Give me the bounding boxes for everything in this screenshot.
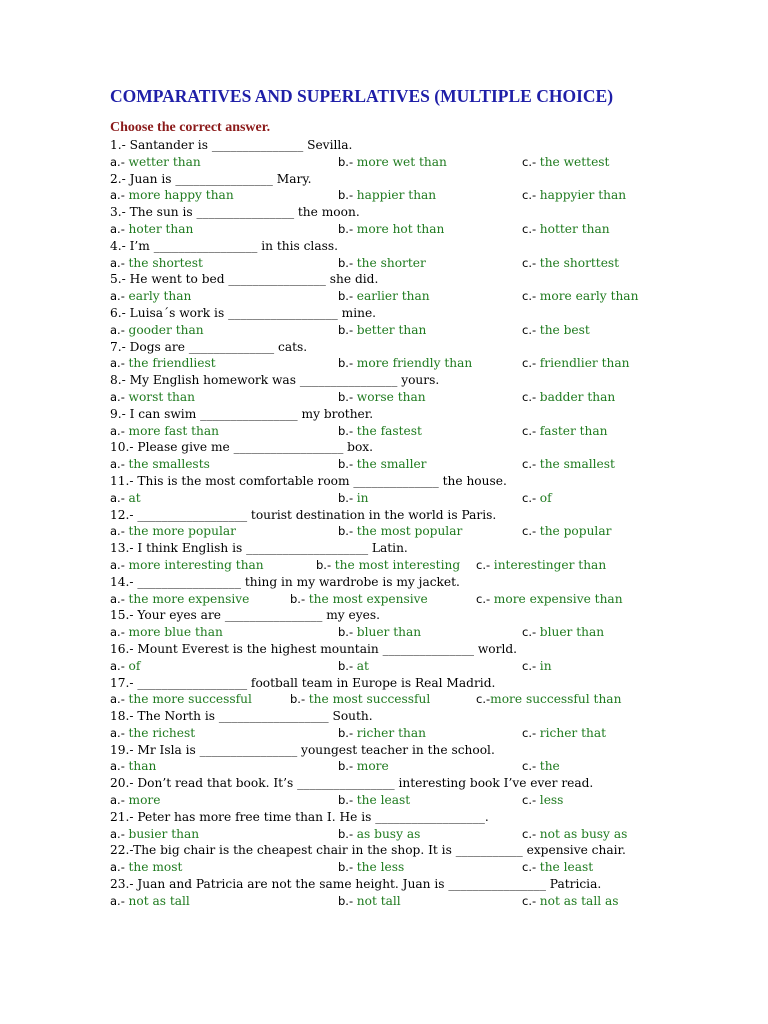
option-letter: a.- (110, 625, 129, 640)
option-c[interactable] (522, 859, 593, 876)
option-b[interactable] (338, 255, 426, 272)
option-letter: b.- (338, 457, 357, 472)
option-text: than (128, 759, 157, 774)
option-c[interactable] (476, 557, 606, 574)
option-text: better than (356, 322, 427, 337)
option-text: the most successful (308, 692, 431, 707)
option-letter: b.- (338, 759, 357, 774)
option-text: in (356, 490, 369, 505)
option-b[interactable] (338, 355, 472, 372)
question-text: 4.- I’m _________________ in this class. (110, 238, 338, 253)
answer-options (110, 490, 750, 507)
question-item (110, 574, 750, 608)
option-a[interactable] (110, 826, 199, 843)
option-a[interactable] (110, 658, 140, 675)
instruction-text: Choose the correct answer. (110, 120, 271, 135)
option-text: more wet than (356, 154, 447, 169)
answer-options (110, 792, 750, 809)
option-letter: a.- (110, 490, 129, 505)
option-c[interactable] (522, 187, 626, 204)
question-text: 16.- Mount Everest is the highest mountain _______________ world. (110, 641, 518, 656)
option-letter: a.- (110, 826, 129, 841)
option-text: more happy than (128, 188, 234, 203)
question-item (110, 842, 750, 876)
answer-options (110, 456, 750, 473)
question-item (110, 708, 750, 742)
option-letter: b.- (338, 389, 357, 404)
option-letter: a.- (110, 356, 129, 371)
question-text: 21.- Peter has more free time than I. He is __________________. (110, 809, 489, 824)
option-b[interactable] (338, 288, 430, 305)
option-text: at (128, 490, 141, 505)
answer-options (110, 624, 750, 641)
question-item (110, 372, 750, 406)
option-letter: a.- (110, 221, 129, 236)
option-letter: c.- (522, 356, 540, 371)
question-text: 17.- __________________ football team in Europe is Real Madrid. (110, 675, 496, 690)
answer-options (110, 893, 750, 910)
option-c[interactable] (522, 658, 552, 675)
option-c[interactable] (522, 288, 638, 305)
option-b[interactable] (338, 725, 426, 742)
option-letter: a.- (110, 557, 129, 572)
option-b[interactable] (338, 154, 447, 171)
question-item (110, 305, 750, 339)
question-text: 6.- Luisa´s work is __________________ mine. (110, 305, 377, 320)
option-b[interactable] (338, 758, 389, 775)
option-letter: a.- (110, 322, 129, 337)
option-letter: a.- (110, 725, 129, 740)
option-text: richer than (356, 725, 426, 740)
option-a[interactable] (110, 691, 252, 708)
question-item (110, 473, 750, 507)
question-text: 5.- He went to bed ________________ she did. (110, 272, 379, 287)
question-list (110, 137, 750, 910)
option-text: more hot than (356, 221, 445, 236)
option-a[interactable] (110, 591, 249, 608)
option-c[interactable] (522, 624, 604, 641)
option-text: more fast than (128, 423, 219, 438)
answer-options (110, 658, 750, 675)
option-c[interactable] (476, 691, 621, 708)
option-b[interactable] (338, 859, 404, 876)
option-text: wetter than (128, 154, 201, 169)
option-letter: b.- (338, 356, 357, 371)
question-item (110, 775, 750, 809)
option-letter: b.- (338, 893, 357, 908)
option-b[interactable] (338, 423, 422, 440)
option-text: faster than (539, 423, 608, 438)
question-item (110, 641, 750, 675)
question-item (110, 675, 750, 709)
option-letter: c.- (522, 625, 540, 640)
question-item (110, 876, 750, 910)
option-letter: a.- (110, 423, 129, 438)
option-c[interactable] (522, 758, 560, 775)
option-letter: a.- (110, 188, 129, 203)
option-text: earlier than (356, 289, 430, 304)
question-item (110, 439, 750, 473)
answer-options (110, 154, 750, 171)
option-text: not as busy as (539, 826, 628, 841)
option-a[interactable] (110, 389, 195, 406)
option-b[interactable] (338, 322, 426, 339)
option-letter: b.- (338, 188, 357, 203)
option-c[interactable] (522, 355, 629, 372)
option-a[interactable] (110, 456, 210, 473)
option-b[interactable] (338, 221, 444, 238)
option-letter: c.- (522, 389, 540, 404)
option-b[interactable] (338, 792, 410, 809)
option-text: not tall (356, 893, 401, 908)
option-a[interactable] (110, 154, 201, 171)
option-letter: b.- (338, 154, 357, 169)
option-b[interactable] (338, 187, 436, 204)
option-b[interactable] (338, 826, 420, 843)
option-a[interactable] (110, 557, 264, 574)
question-text: 14.- _________________ thing in my wardrobe is my jacket. (110, 574, 460, 589)
option-text: the fastest (356, 423, 422, 438)
option-text: not as tall (128, 893, 190, 908)
option-letter: a.- (110, 759, 129, 774)
option-a[interactable] (110, 523, 236, 540)
option-c[interactable] (522, 389, 615, 406)
question-item (110, 406, 750, 440)
option-letter: a.- (110, 154, 129, 169)
option-text: more blue than (128, 625, 223, 640)
option-text: the most popular (356, 524, 463, 539)
option-c[interactable] (522, 725, 606, 742)
answer-options (110, 859, 750, 876)
option-text: the popular (539, 524, 612, 539)
option-c[interactable] (522, 221, 610, 238)
question-text: 3.- The sun is ________________ the moon. (110, 205, 360, 220)
option-text: richer that (539, 725, 607, 740)
option-b[interactable] (290, 691, 430, 708)
option-text: of (128, 658, 141, 673)
option-text: at (356, 658, 369, 673)
answer-options (110, 221, 750, 238)
option-text: the most (128, 860, 183, 875)
option-text: the more expensive (128, 591, 250, 606)
option-text: not as tall as (539, 893, 619, 908)
question-text: 2.- Juan is ________________ Mary. (110, 171, 312, 186)
option-letter: c.- (522, 490, 540, 505)
option-b[interactable] (338, 389, 426, 406)
option-letter: c.- (522, 860, 540, 875)
option-a[interactable] (110, 221, 193, 238)
question-item (110, 137, 750, 171)
question-text: 1.- Santander is _______________ Sevilla. (110, 138, 353, 152)
option-text: the most interesting (334, 557, 461, 572)
option-letter: b.- (338, 490, 357, 505)
option-b[interactable] (338, 893, 401, 910)
option-letter: c.- (522, 658, 540, 673)
question-text: 23.- Juan and Patricia are not the same height. Juan is ________________ Patricia. (110, 877, 602, 892)
option-text: happier than (356, 188, 437, 203)
option-text: more (356, 759, 389, 774)
answer-options (110, 523, 750, 540)
option-a[interactable] (110, 624, 223, 641)
option-text: more friendly than (356, 356, 473, 371)
option-letter: b.- (290, 591, 309, 606)
option-text: busier than (128, 826, 200, 841)
option-c[interactable] (522, 490, 552, 507)
option-text: the least (356, 793, 411, 808)
option-text: the less (356, 860, 405, 875)
question-text: 9.- I can swim ________________ my brother. (110, 406, 374, 421)
option-letter: b.- (338, 860, 357, 875)
option-text: more expensive than (493, 591, 623, 606)
option-letter: a.- (110, 658, 129, 673)
option-letter: b.- (338, 524, 357, 539)
option-a[interactable] (110, 859, 182, 876)
option-letter: b.- (338, 289, 357, 304)
option-letter: b.- (338, 423, 357, 438)
answer-options (110, 758, 750, 775)
option-letter: a.- (110, 793, 129, 808)
answer-options (110, 557, 750, 574)
option-letter: c.- (522, 457, 540, 472)
option-text: in (539, 658, 552, 673)
option-b[interactable] (338, 624, 421, 641)
option-letter: c.- (522, 725, 540, 740)
option-c[interactable] (522, 322, 590, 339)
option-a[interactable] (110, 255, 203, 272)
option-letter: c.- (522, 826, 540, 841)
option-letter: a.- (110, 591, 129, 606)
option-text: hoter than (128, 221, 194, 236)
option-text: gooder than (128, 322, 204, 337)
option-text: interestinger than (493, 557, 607, 572)
option-text: the wettest (539, 154, 610, 169)
question-item (110, 507, 750, 541)
question-text: 18.- The North is __________________ South. (110, 709, 373, 724)
option-text: badder than (539, 389, 616, 404)
option-a[interactable] (110, 758, 156, 775)
answer-options (110, 389, 750, 406)
option-b[interactable] (338, 523, 462, 540)
option-text: more (128, 793, 161, 808)
option-a[interactable] (110, 490, 141, 507)
option-letter: b.- (338, 322, 357, 337)
answer-options (110, 591, 750, 608)
option-b[interactable] (338, 456, 427, 473)
answer-options (110, 187, 750, 204)
option-c[interactable] (522, 154, 609, 171)
answer-options (110, 826, 750, 843)
option-c[interactable] (522, 893, 619, 910)
answer-options (110, 725, 750, 742)
option-text: the friendliest (128, 356, 216, 371)
option-letter: a.- (110, 289, 129, 304)
option-a[interactable] (110, 792, 160, 809)
option-text: the richest (128, 725, 196, 740)
option-text: the best (539, 322, 590, 337)
option-text: as busy as (356, 826, 421, 841)
option-letter: c.- (522, 154, 540, 169)
option-text: the shortest (128, 255, 203, 270)
question-item (110, 809, 750, 843)
question-item (110, 171, 750, 205)
question-text: 12.- __________________ tourist destination in the world is Paris. (110, 507, 497, 522)
option-letter: c.- (522, 221, 540, 236)
option-c[interactable] (522, 456, 615, 473)
question-item (110, 742, 750, 776)
option-letter: c.- (522, 255, 540, 270)
question-text: 7.- Dogs are ______________ cats. (110, 339, 308, 354)
option-b[interactable] (316, 557, 460, 574)
option-letter: a.- (110, 893, 129, 908)
option-a[interactable] (110, 288, 191, 305)
option-letter: b.- (338, 725, 357, 740)
option-text: the shorttest (539, 255, 620, 270)
option-text: bluer than (539, 625, 605, 640)
answer-options (110, 691, 750, 708)
option-letter: a.- (110, 255, 129, 270)
option-text: more successful than (490, 692, 622, 707)
question-text: 13.- I think English is ____________________ Latin. (110, 541, 408, 556)
option-letter: b.- (290, 692, 309, 707)
option-text: happyier than (539, 188, 627, 203)
option-c[interactable] (522, 792, 563, 809)
option-text: hotter than (539, 221, 610, 236)
option-a[interactable] (110, 322, 204, 339)
question-text: 20.- Don’t read that book. It’s ________________ interesting book I’ve ever read. (110, 776, 594, 791)
option-text: less (539, 793, 564, 808)
question-text: 11.- This is the most comfortable room ______________ the house. (110, 473, 507, 488)
question-item (110, 238, 750, 272)
option-b[interactable] (338, 490, 369, 507)
question-item (110, 271, 750, 305)
option-letter: b.- (338, 793, 357, 808)
option-c[interactable] (522, 826, 627, 843)
question-item (110, 540, 750, 574)
question-item (110, 204, 750, 238)
option-letter: a.- (110, 457, 129, 472)
worksheet-title: COMPARATIVES AND SUPERLATIVES (MULTIPLE CHOICE) (110, 86, 614, 106)
option-letter: b.- (338, 826, 357, 841)
option-c[interactable] (476, 591, 623, 608)
option-text: the smallest (539, 457, 615, 472)
answer-options (110, 288, 750, 305)
option-letter: c.- (476, 692, 491, 707)
option-letter: c.- (476, 591, 494, 606)
question-item (110, 339, 750, 373)
question-item (110, 607, 750, 641)
option-text: the more popular (128, 524, 236, 539)
answer-options (110, 322, 750, 339)
question-text: 8.- My English homework was ________________ yours. (110, 373, 440, 388)
answer-options (110, 423, 750, 440)
option-c[interactable] (522, 523, 611, 540)
option-a[interactable] (110, 355, 216, 372)
question-text: 22.-The big chair is the cheapest chair in the shop. It is ___________ expensive chair. (110, 843, 626, 858)
option-letter: c.- (522, 322, 540, 337)
option-letter: a.- (110, 524, 129, 539)
option-text: the shorter (356, 255, 426, 270)
option-text: friendlier than (539, 356, 630, 371)
answer-options (110, 355, 750, 372)
option-letter: b.- (338, 625, 357, 640)
option-letter: b.- (338, 221, 357, 236)
option-text: the smaller (356, 457, 427, 472)
option-letter: a.- (110, 860, 129, 875)
option-letter: c.- (522, 188, 540, 203)
option-text: the smallests (128, 457, 210, 472)
option-a[interactable] (110, 725, 195, 742)
option-b[interactable] (338, 658, 369, 675)
option-text: more early than (539, 289, 639, 304)
option-letter: a.- (110, 692, 129, 707)
option-text: early than (128, 289, 192, 304)
option-text: the more successful (128, 692, 252, 707)
option-letter: c.- (522, 759, 540, 774)
option-letter: c.- (522, 893, 540, 908)
option-letter: c.- (522, 793, 540, 808)
question-text: 15.- Your eyes are ________________ my eyes. (110, 608, 380, 623)
option-letter: a.- (110, 389, 129, 404)
option-b[interactable] (290, 591, 428, 608)
option-c[interactable] (522, 255, 619, 272)
question-text: 19.- Mr Isla is ________________ youngest teacher in the school. (110, 742, 495, 757)
option-letter: c.- (522, 423, 540, 438)
option-letter: b.- (338, 255, 357, 270)
option-c[interactable] (522, 423, 608, 440)
option-text: the least (539, 860, 594, 875)
option-text: the (539, 759, 560, 774)
option-text: worst than (128, 389, 195, 404)
option-text: more interesting than (128, 557, 264, 572)
option-letter: c.- (522, 524, 540, 539)
option-text: of (539, 490, 552, 505)
option-a[interactable] (110, 187, 234, 204)
question-text: 10.- Please give me __________________ box. (110, 440, 374, 455)
option-letter: c.- (522, 289, 540, 304)
option-text: worse than (356, 389, 426, 404)
option-letter: b.- (316, 557, 335, 572)
option-text: the most expensive (308, 591, 428, 606)
option-a[interactable] (110, 893, 190, 910)
answer-options (110, 255, 750, 272)
option-a[interactable] (110, 423, 219, 440)
option-letter: b.- (338, 658, 357, 673)
option-text: bluer than (356, 625, 422, 640)
option-letter: c.- (476, 557, 494, 572)
